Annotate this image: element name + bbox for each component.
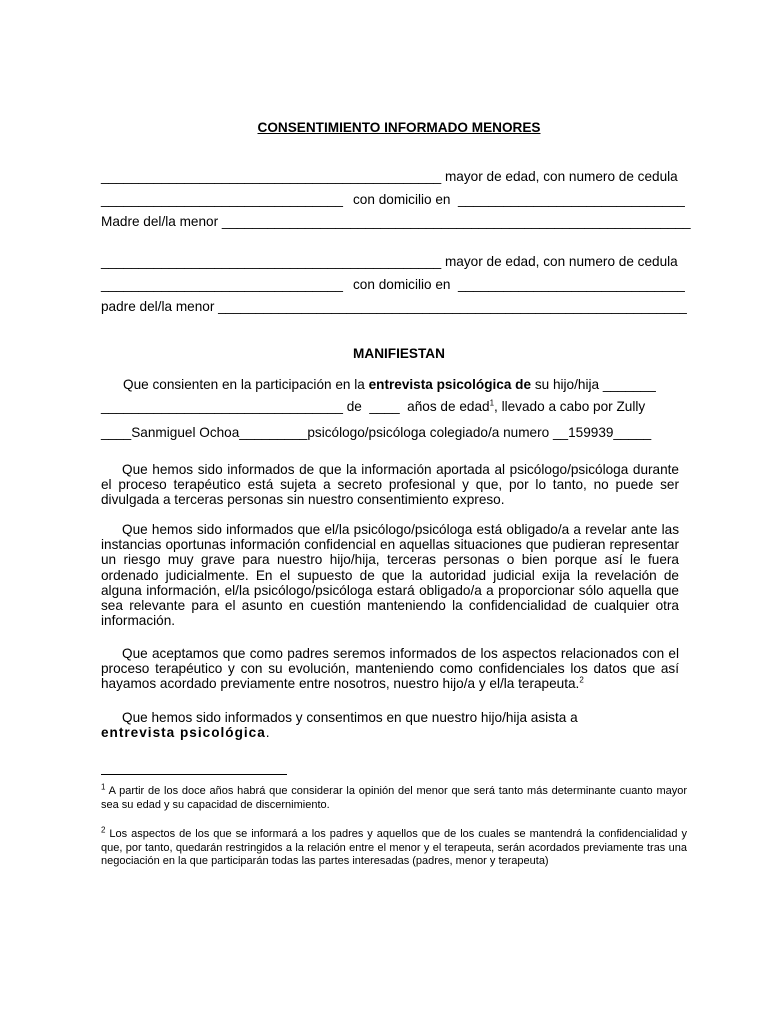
mother-id-blank: ________________________________ (101, 192, 343, 207)
father-of-minor-line: padre del/la menor ______________________________________________________________ (101, 299, 687, 314)
paragraph-revelacion: Que hemos sido informados que el/la psicólogo/psicóloga está obligado/a a revelar ante las instancias oportunas información confidencial en aquellas situaciones que pudieran representar un riesgo muy grave para nuestro hijo/hija, terceras personas o bien porque así le fuera ordenado judicialmente. En el supuesto de que la autoridad judicial exija la revelación de alguna información, el/la psicólogo/psicóloga estará obligado/a a proporcionar sólo aquella que sea relevante para el asunto en cuestión manteniendo la confidencialidad de cualquier otra información. (101, 522, 679, 629)
footnote-ref-1: 1 (489, 398, 495, 408)
registration-number: __159939_____ (552, 425, 652, 440)
footnote-separator (101, 774, 287, 775)
entrevista-bold: entrevista psicológica de (368, 377, 532, 392)
consent-psychologist-line: ____Sanmiguel Ochoa_________psicólogo/psicóloga colegiado/a numero __159939_____ (101, 425, 652, 440)
mother-domicile-line: con domicilio en ______________________________ (353, 192, 685, 207)
paragraph-asistencia: Que hemos sido informados y consentimos en que nuestro hijo/hija asista a entrevista psicológica. (101, 710, 578, 741)
mother-cedula-line: _____________________________________________ mayor de edad, con numero de cedula (101, 169, 678, 184)
footnote-ref-2: 2 (579, 675, 584, 685)
consent-intro-line: Que consienten en la participación en la entrevista psicológica de su hijo/hija _______ (123, 377, 656, 392)
paragraph-secreto: Que hemos sido informados de que la información aportada al psicólogo/psicóloga durante el proceso terapéutico está sujeta a secreto profesional y que, por lo tanto, no puede ser divulgada a terceras personas sin nuestro consentimiento expreso. (101, 462, 679, 508)
psychologist-name: ____Sanmiguel Ochoa_________ (101, 425, 308, 440)
footnote-2: $^2$ Los aspectos de los que se informará a los padres y aquellos que de los cuales se mantendrá la confidencialidad y que, por tanto, quedarán restringidos a la relación entre el menor y el terapeuta, serán acordados previamente tras una negociación en la que participarán todas las partes interesadas (padres, menor y terapeuta) (101, 825, 687, 867)
manifiestan-heading: MANIFIESTAN (353, 346, 445, 361)
paragraph-padres-informados: Que aceptamos que como padres seremos informados de los aspectos relacionados con el proceso terapéutico y con su evolución, manteniendo como confidenciales los datos que así hayamos acordado previamente entre nosotros, nuestro hijo/a y el/la terapeuta.$^2$ (101, 646, 679, 692)
mother-of-minor-line: Madre del/la menor ______________________________________________________________ (101, 214, 691, 229)
father-domicile-line: con domicilio en ______________________________ (353, 277, 685, 292)
entrevista-bold-final: entrevista psicológica (101, 725, 266, 741)
footnote-1: $^1$ A partir de los doce años habrá que considerar la opinión del menor que será tanto más determinante cuanto mayor sea su edad y su capacidad de discernimiento. (101, 782, 687, 811)
document-title: CONSENTIMIENTO INFORMADO MENORES (257, 120, 541, 135)
consent-age-line: ________________________________ de ____ años de edad$^1$, llevado a cabo por Zully (101, 398, 646, 414)
father-id-blank: ________________________________ (101, 277, 343, 292)
father-cedula-line: _____________________________________________ mayor de edad, con numero de cedula (101, 254, 678, 269)
